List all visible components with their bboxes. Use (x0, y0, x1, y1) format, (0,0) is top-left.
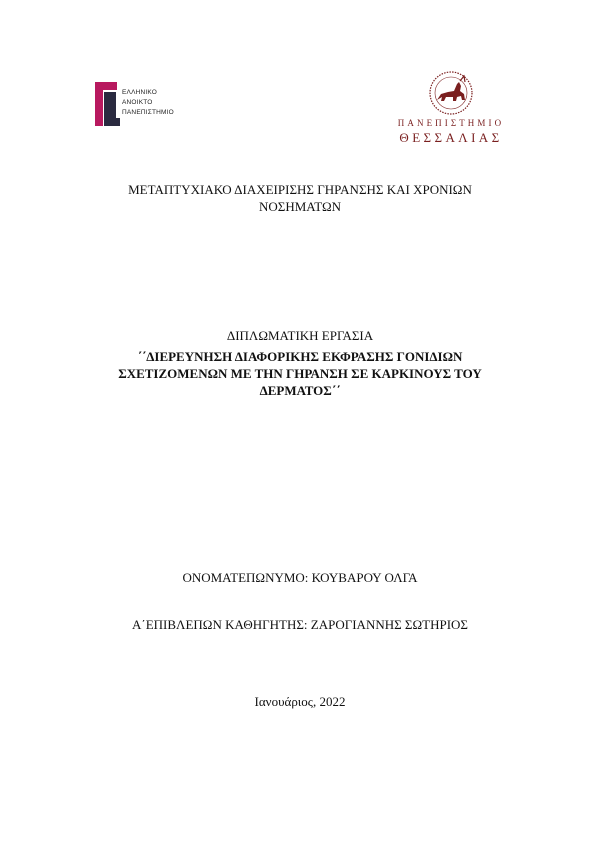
hou-line-2: ΑΝΟΙΚΤΟ (122, 99, 153, 106)
university-of-thessaly-logo (386, 70, 516, 150)
uth-line-1: ΠΑΝΕΠΙΣΤΗΜΙΟ (397, 118, 505, 128)
centaur-seal-icon (424, 70, 478, 116)
hou-wordmark (122, 88, 174, 118)
hou-emblem-icon (95, 80, 121, 130)
author-name: ΟΝΟΜΑΤΕΠΩΝΥΜΟ: ΚΟΥΒΑΡΟΥ ΟΛΓΑ (182, 570, 418, 585)
thesis-title-line-1: ΄΄ΔΙΕΡΕΥΝΗΣΗ ΔΙΑΦΟΡΙΚΗΣ ΕΚΦΡΑΣΗΣ ΓΟΝΙΔΙΩΝ (137, 349, 463, 364)
document-type: ΔΙΠΛΩΜΑΤΙΚΗ ΕΡΓΑΣΙΑ (226, 328, 374, 343)
submission-date: Ιανουάριος, 2022 (254, 694, 346, 709)
supervisor-name: Α΄ΕΠΙΒΛΕΠΩΝ ΚΑΘΗΓΗΤΗΣ: ΖΑΡΟΓΙΑΝΝΗΣ ΣΩΤΗΡΙΟΣ (131, 617, 468, 632)
program-name (60, 181, 540, 215)
hou-line-1: ΕΛΛΗΝΙΚΟ (122, 89, 158, 96)
thesis-title-line-2: ΣΧΕΤΙΖΟΜΕΝΩΝ ΜΕ ΤΗΝ ΓΗΡΑΝΣΗ ΣΕ ΚΑΡΚΙΝΟΥΣ ΤΟΥ (118, 366, 482, 381)
program-line-2: ΝΟΣΗΜΑΤΩΝ (258, 199, 341, 214)
program-line-1: ΜΕΤΑΠΤΥΧΙΑΚΟ ΔΙΑΧΕΙΡΙΣΗΣ ΓΗΡΑΝΣΗΣ ΚΑΙ ΧΡΟΝΙΩΝ (128, 182, 472, 197)
hou-line-3: ΠΑΝΕΠΙΣΤΗΜΙΟ (122, 109, 174, 116)
uth-line-2: ΘΕΣΣΑΛΙΑΣ (399, 130, 503, 145)
thesis-title-line-3: ΔΕΡΜΑΤΟΣ΄΄ (259, 383, 341, 398)
hellenic-open-university-logo (95, 80, 185, 130)
thesis-title (80, 348, 520, 399)
